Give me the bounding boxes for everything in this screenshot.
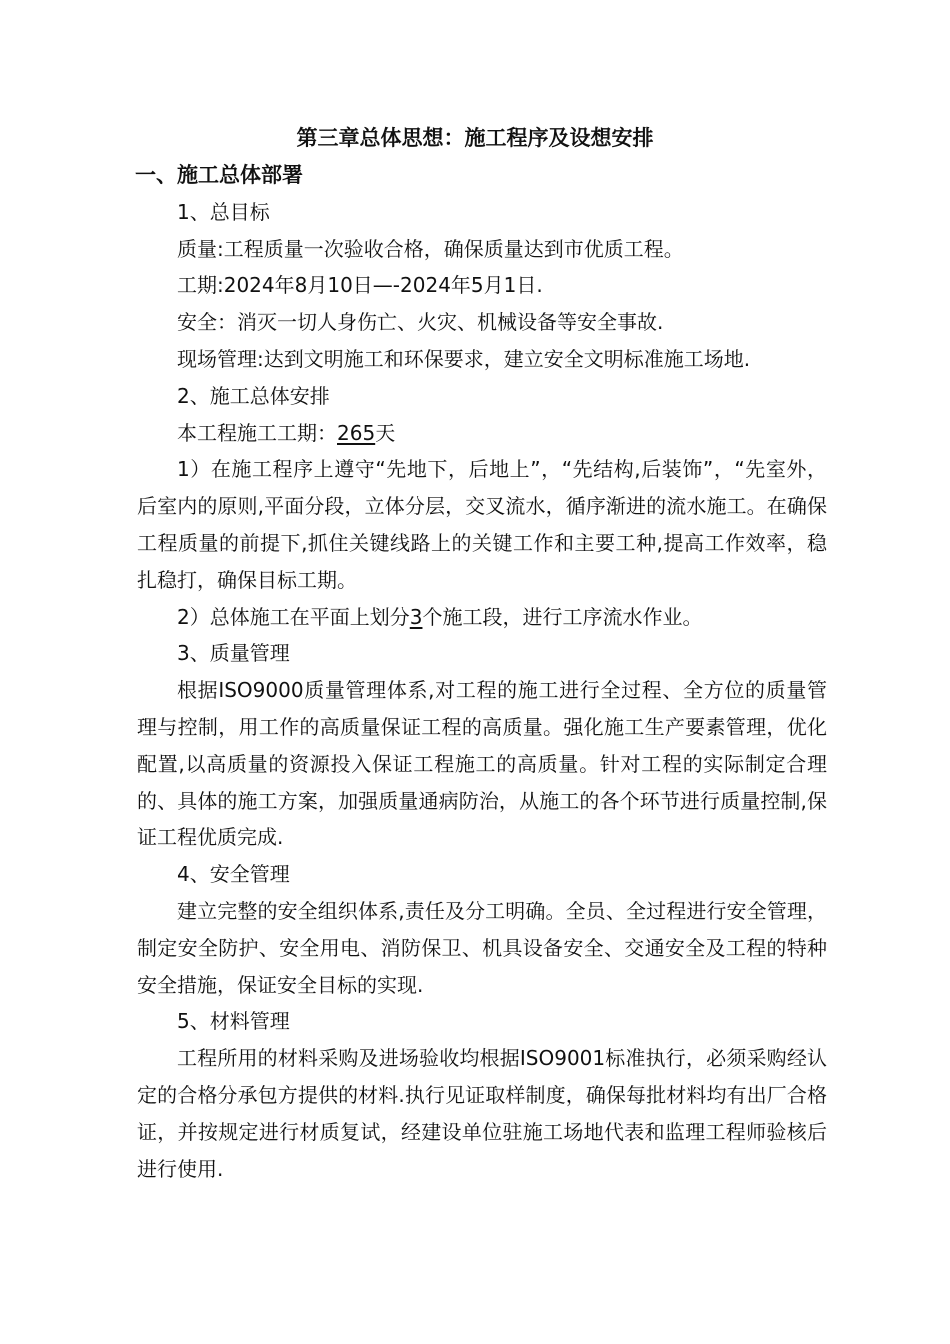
subsection-heading-quality: 3、质量管理 [177, 641, 290, 666]
subsection-heading-materials: 5、材料管理 [177, 1009, 290, 1034]
item2-prefix: 2）总体施工在平面上划分 [177, 604, 410, 629]
quality-management-text: 根据ISO9000质量管理体系,对工程的施工进行全过程、全方位的质量管理与控制，用工作的高质量保证工程的高质量。强化施工生产要素管理，优化配置,以高质量的资源投入保证工程施工的高质量。针对工程的实际制定合理的、具体的施工方案，加强质量通病防治，从施工的各个环节进行质量控制,保证工程优质完成. [137, 678, 827, 850]
subsection-heading-safety: 4、安全管理 [177, 862, 290, 887]
chapter-title: 第三章总体思想：施工程序及设想安排 [296, 126, 654, 150]
subsection-heading-goals: 1、总目标 [177, 199, 270, 224]
goal-period: 工期:2024年8月10日—-2024年5月1日. [177, 273, 543, 298]
arrangement-item-1: 1）在施工程序上遵守“先地下，后地上”，“先结构,后装饰”，“先室外，后室内的原则,平面分段，立体分层，交叉流水，循序渐进的流水施工。在确保工程质量的前提下,抓住关键线路上的关键工作和主要工种,提高工作效率，稳扎稳打，确保目标工期。 [137, 457, 827, 592]
item2-suffix: 个施工段，进行工序流水作业。 [422, 604, 703, 629]
subsection-heading-arrangement: 2、施工总体安排 [177, 383, 330, 408]
duration-line [137, 415, 827, 452]
goal-site-management: 现场管理:达到文明施工和环保要求，建立安全文明标准施工场地. [177, 346, 751, 371]
segment-count: 3 [409, 604, 423, 629]
document-body [137, 157, 827, 1187]
safety-management-text: 建立完整的安全组织体系,责任及分工明确。全员、全过程进行安全管理，制定安全防护、安全用电、消防保卫、机具设备安全、交通安全及工程的特种安全措施，保证安全目标的实现. [137, 898, 827, 997]
goal-safety: 安全：消灭一切人身伤亡、火灾、机械设备等安全事故. [177, 310, 664, 335]
materials-management-text: 工程所用的材料采购及进场验收均根据ISO9001标准执行，必须采购经认定的合格分承包方提供的材料.执行见证取样制度，确保每批材料均有出厂合格证，并按规定进行材质复试，经建设单位驻施工场地代表和监理工程师验核后进行使用. [137, 1046, 827, 1181]
duration-suffix: 天 [375, 420, 396, 445]
duration-prefix: 本工程施工工期： [177, 420, 337, 445]
section-heading: 一、施工总体部署 [135, 163, 303, 187]
arrangement-item-2 [137, 599, 827, 636]
duration-value: 265 [337, 420, 376, 445]
goal-quality: 质量:工程质量一次验收合格，确保质量达到市优质工程。 [177, 236, 684, 261]
